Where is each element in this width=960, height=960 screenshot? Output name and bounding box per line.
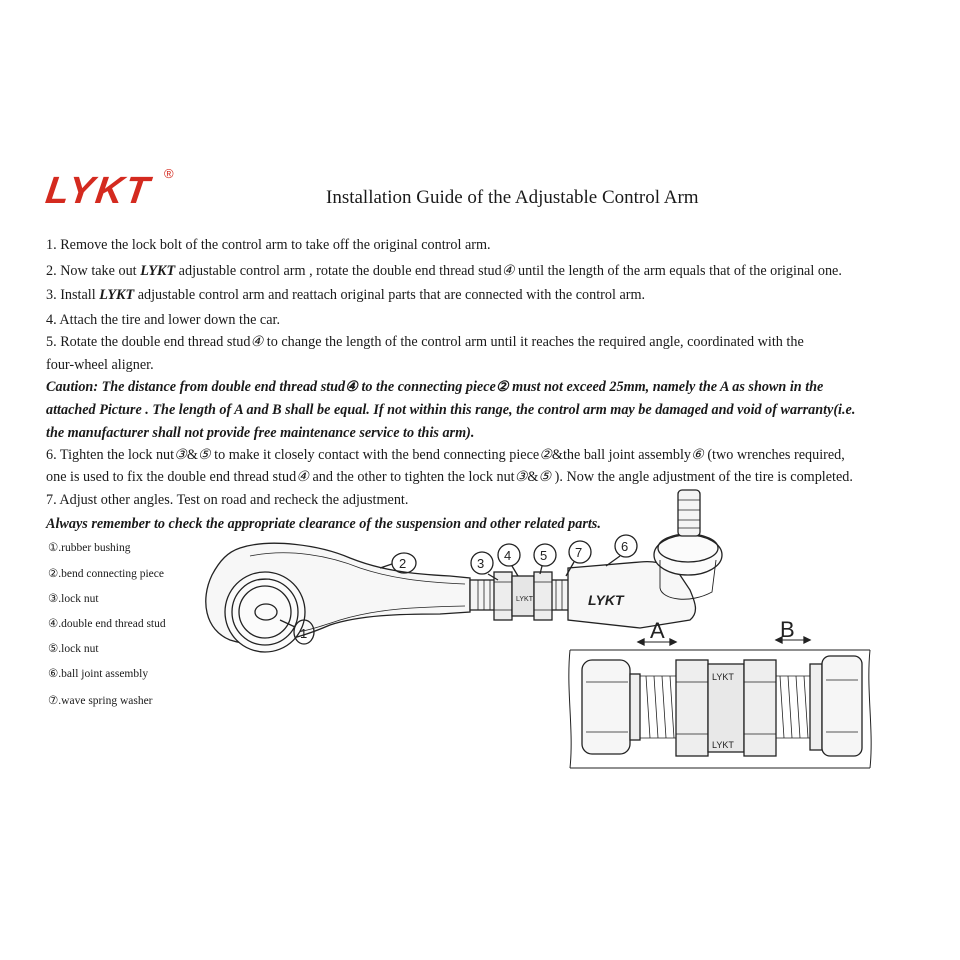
logo-text: LYKT [43,170,154,212]
label-a: A [650,618,665,643]
svg-text:1: 1 [300,626,308,641]
lock-nut-right [534,572,552,620]
svg-text:7: 7 [575,545,583,560]
legend-item-rubber-bushing: ①.rubber bushing [48,542,131,554]
rubber-bushing [225,572,308,652]
legend-item-bend-connecting-piece: ②.bend connecting piece [48,568,164,580]
svg-text:3: 3 [477,556,485,571]
svg-text:2: 2 [399,556,407,571]
arm-marking: LYKT [588,592,624,608]
step-6: 6. Tighten the lock nut③&⑤ to make it closely contact with the bend connecting piece②&the ball joint assembly⑥ (two wrenches required, [46,447,845,463]
step-2: 2. Now take out LYKT adjustable control arm , rotate the double end thread stud④ until the length of the arm equals that of the original one. [46,263,842,279]
svg-text:6: 6 [621,539,629,554]
label-b: B [780,617,795,642]
detail-nut-marking-bottom: LYKT [712,740,734,750]
legend-item-ball-joint-assembly: ⑥.ball joint assembly [48,668,149,680]
step-7: 7. Adjust other angles. Test on road and recheck the adjustment. [46,492,409,508]
caution-line-1: Caution: The distance from double end thread stud④ to the connecting piece② must not exceed 25mm, namely the A as shown in the [46,379,824,395]
remember-note: Always remember to check the appropriate clearance of the suspension and other related parts. [46,516,601,532]
page-title: Installation Guide of the Adjustable Control Arm [326,187,699,208]
svg-text:4: 4 [504,548,512,563]
detail-view [569,650,871,768]
step-1: 1. Remove the lock bolt of the control arm to take off the original control arm. [46,237,491,253]
legend-item-wave-spring-washer: ⑦.wave spring washer [48,695,153,707]
caution-line-2: attached Picture . The length of A and B shall be equal. If not within this range, the control arm may be damaged and void of warranty(i.e. [46,402,856,418]
legend-item-double-end-thread-stud: ④.double end thread stud [48,618,166,630]
nut-marking: LYKT [516,596,533,603]
step-5-cont: four-wheel aligner. [46,357,154,373]
callout-5 [534,544,556,574]
svg-text:5: 5 [540,548,548,563]
step-3: 3. Install LYKT adjustable control arm and reattach original parts that are connected with the control arm. [46,287,646,303]
step-4: 4. Attach the tire and lower down the car. [46,312,281,328]
step-6-cont: one is used to fix the double end thread stud④ and the other to tighten the lock nut③&⑤ ). Now the angle adjustment of the tire is completed. [46,469,853,485]
legend-item-lock-nut-5: ⑤.lock nut [48,643,99,655]
registered-mark: ® [164,166,174,181]
callout-4 [498,544,520,576]
center-nut [512,576,534,616]
caution-line-3: the manufacturer shall not provide free maintenance service to this arm). [46,425,475,441]
dimension-b [776,617,810,643]
callout-6 [606,535,637,566]
step-5: 5. Rotate the double end thread stud④ to change the length of the control arm until it reaches the required angle, coordinated with the [46,334,804,350]
legend-item-lock-nut-3: ③.lock nut [48,593,99,605]
brand-name: LYKT [99,287,135,303]
detail-nut-marking: LYKT [712,672,734,682]
brand-name: LYKT [140,263,176,279]
